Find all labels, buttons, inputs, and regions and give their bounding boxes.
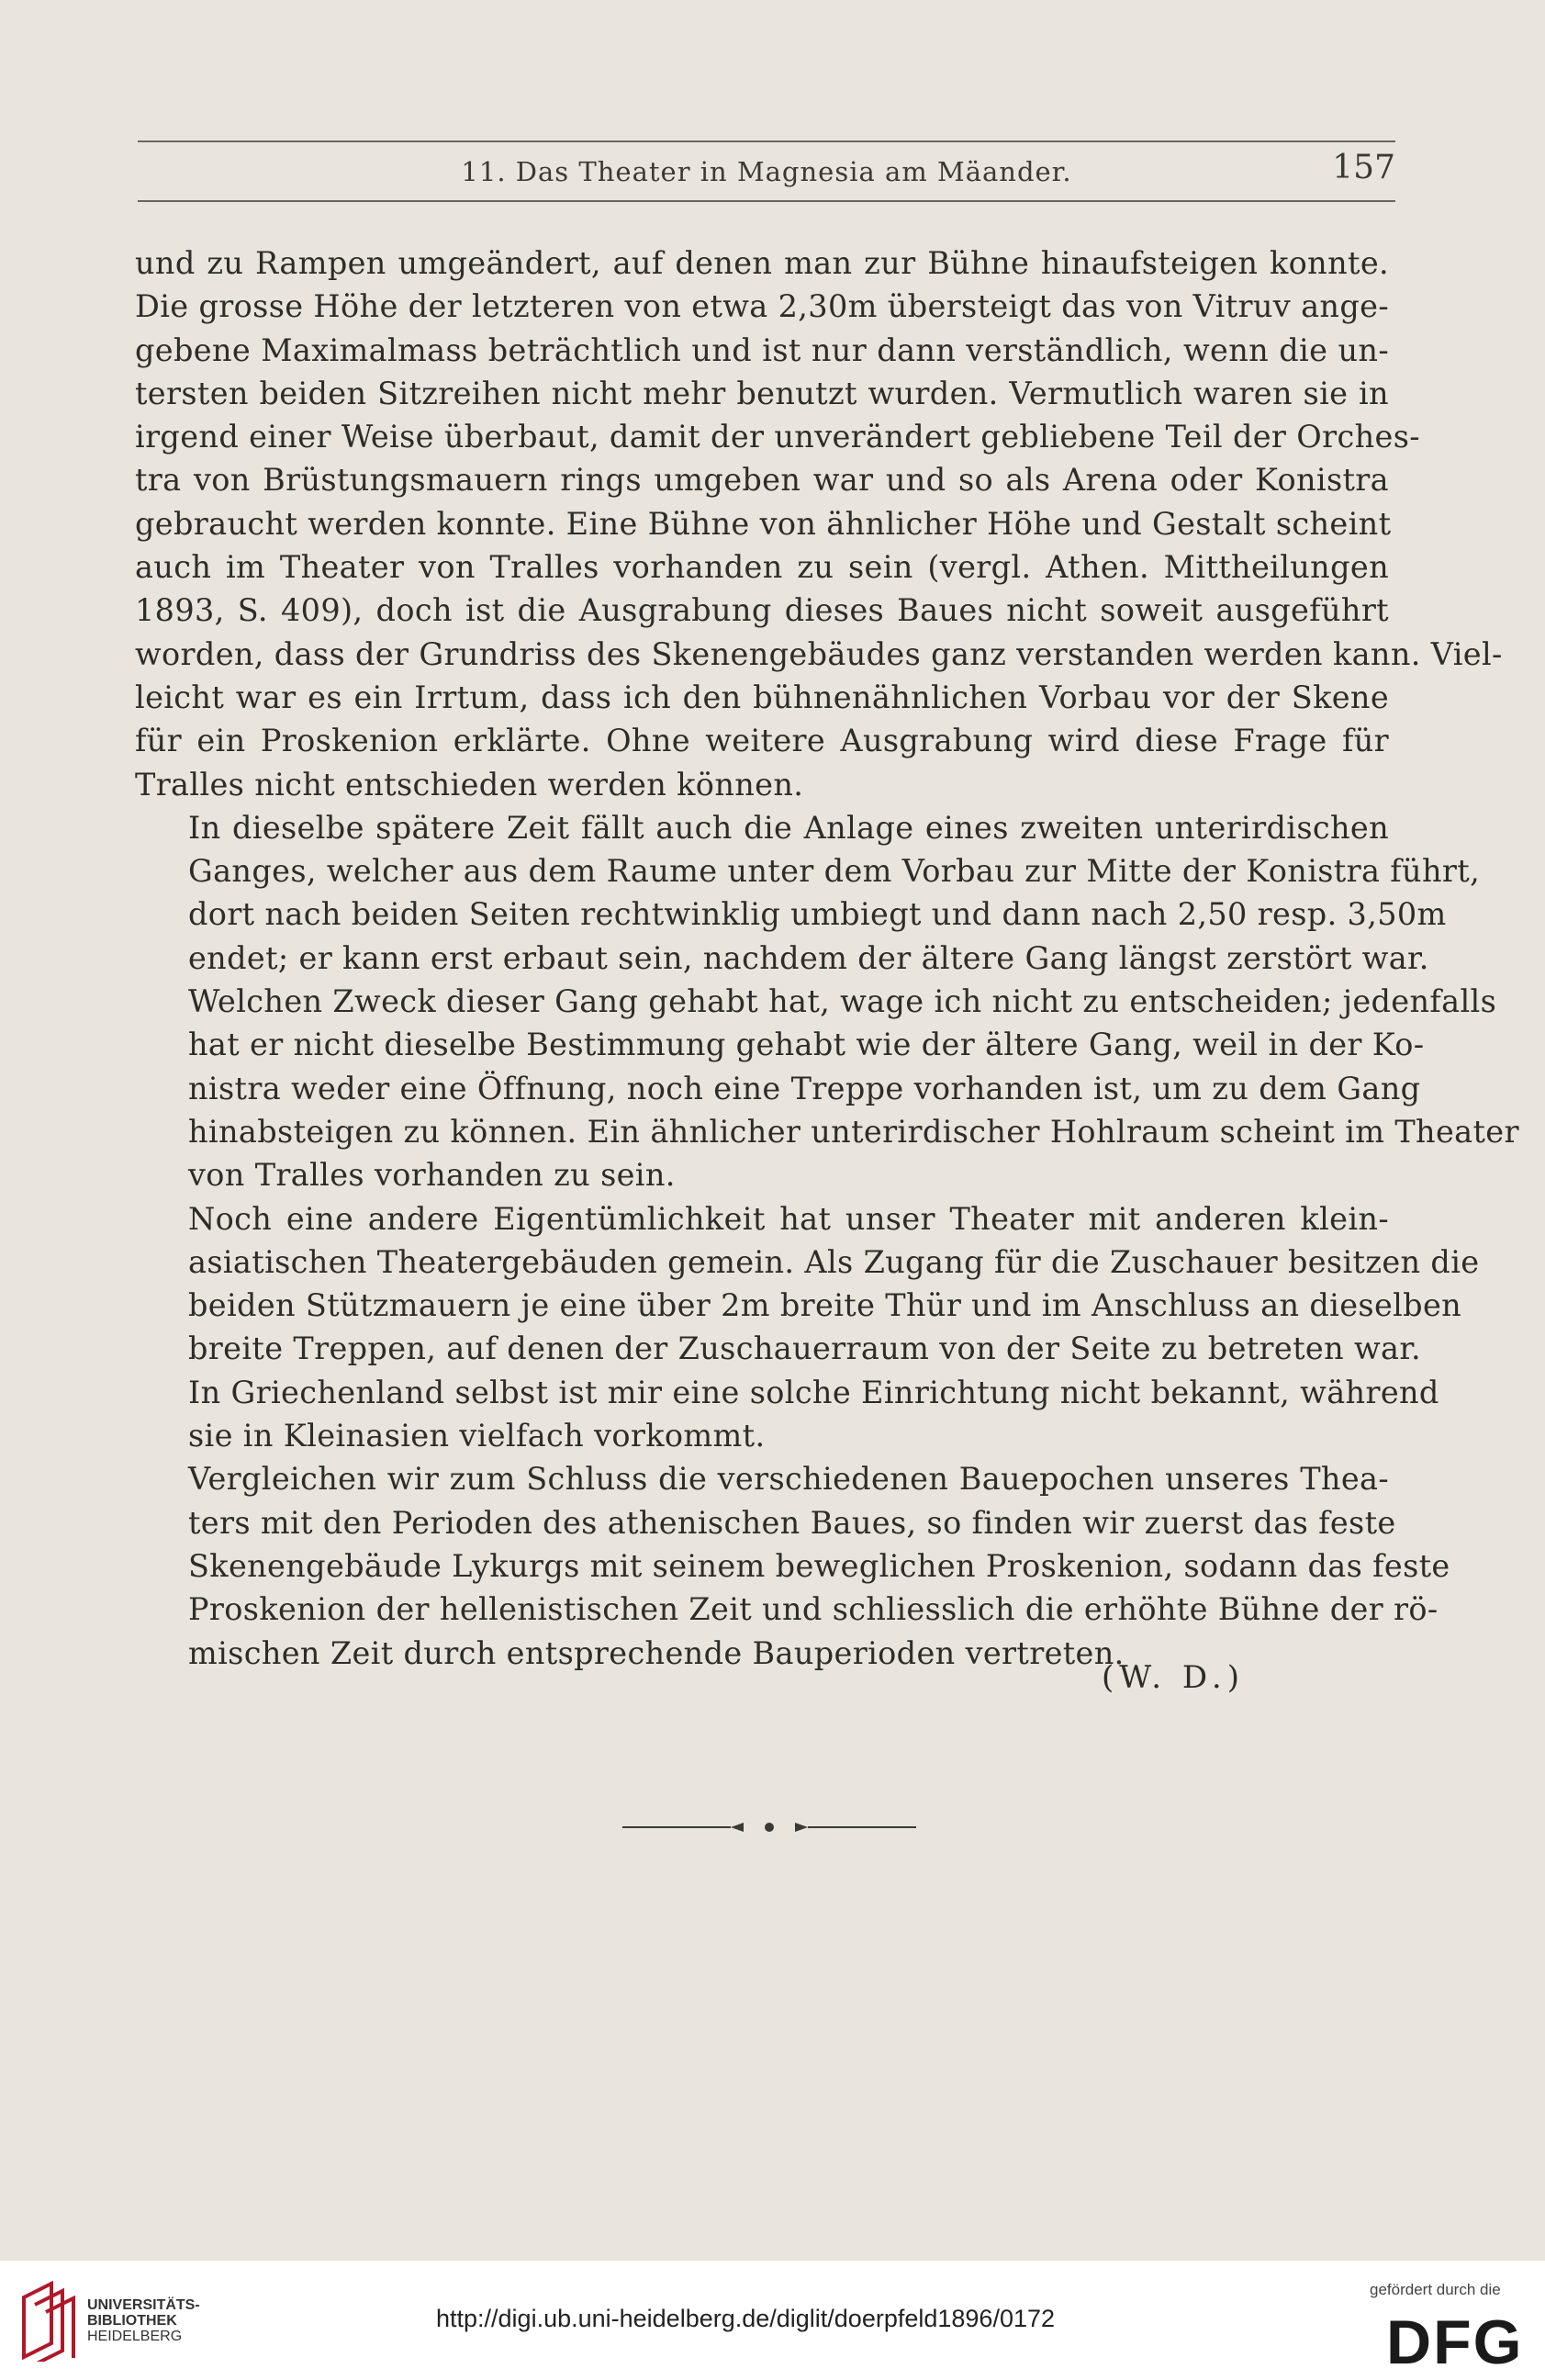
- text-line: auch im Theater von Tralles vorhanden zu sein (vergl. Athen. Mittheilungen: [135, 549, 1389, 586]
- text-line: In Griechenland selbst ist mir eine solche Einrichtung nicht bekannt, während: [188, 1374, 1439, 1410]
- text-line: und zu Rampen umgeändert, auf denen man zur Bühne hinaufsteigen konnte.: [135, 245, 1389, 281]
- text-line: von Tralles vorhanden zu sein.: [188, 1157, 676, 1194]
- text-line: Ganges, welcher aus dem Raume unter dem Vorbau zur Mitte der Konistra führt,: [188, 853, 1481, 890]
- running-title: 11. Das Theater in Magnesia am Mäander.: [461, 156, 1072, 187]
- digitization-footer: [0, 2261, 1545, 2380]
- text-line: tra von Brüstungsmauern rings umgeben war und so als Arena oder Konistra: [135, 462, 1389, 499]
- text-line: 1893, S. 409), doch ist die Ausgrabung dieses Baues nicht soweit ausgeführt: [135, 592, 1389, 629]
- paragraph: [135, 1197, 1480, 1458]
- signature: (W. D.): [1102, 1659, 1246, 1696]
- text-line: worden, dass der Grundriss des Skenengebäudes ganz verstanden werden kann. Viel-: [135, 635, 1503, 672]
- text-line: Vergleichen wir zum Schluss die verschiedenen Bauepochen unseres Thea-: [188, 1461, 1389, 1498]
- university-library-logo-icon: [15, 2279, 81, 2362]
- paragraph: [135, 1457, 1450, 1674]
- text-line: hinabsteigen zu können. Ein ähnlicher unterirdischer Hohlraum scheint im Theater: [188, 1113, 1519, 1150]
- text-line: leicht war es ein Irrtum, dass ich den bühnenähnlichen Vorbau vor der Skene: [135, 679, 1389, 715]
- text-line: mischen Zeit durch entsprechende Bauperioden vertreten.: [188, 1634, 1125, 1671]
- body-text: [135, 241, 1519, 1675]
- page-number: 157: [1332, 149, 1395, 186]
- library-name: [87, 2297, 200, 2344]
- text-line: beiden Stützmauern je eine über 2m breite Thür und im Anschluss an dieselben: [188, 1287, 1462, 1324]
- text-line: Noch eine andere Eigentümlichkeit hat unser Theater mit anderen klein-: [188, 1200, 1389, 1237]
- text-line: breite Treppen, auf denen der Zuschauerraum von der Seite zu betreten war.: [188, 1330, 1422, 1367]
- text-line: Die grosse Höhe der letzteren von etwa 2,30m übersteigt das von Vitruv ange-: [135, 288, 1389, 325]
- text-line: tersten beiden Sitzreihen nicht mehr benutzt wurden. Vermutlich waren sie in: [135, 375, 1389, 411]
- text-line: Welchen Zweck dieser Gang gehabt hat, wage ich nicht zu entscheiden; jedenfalls: [188, 983, 1497, 1020]
- library-name-line-1: UNIVERSITÄTS-: [87, 2297, 200, 2313]
- text-line: In dieselbe spätere Zeit fällt auch die Anlage eines zweiten unterirdischen: [188, 809, 1389, 846]
- text-line: ters mit den Perioden des athenischen Baues, so finden wir zuerst das feste: [188, 1504, 1396, 1541]
- text-line: gebene Maximalmass beträchtlich und ist nur dann verständlich, wenn die un-: [135, 331, 1389, 368]
- paragraph: [135, 241, 1503, 806]
- text-line: für ein Proskenion erklärte. Ohne weitere Ausgrabung wird diese Frage für: [135, 723, 1389, 759]
- source-url-link[interactable]: http://digi.ub.uni-heidelberg.de/diglit/doerpfeld1896/0172: [436, 2305, 1056, 2332]
- text-line: Proskenion der hellenistischen Zeit und schliesslich die erhöhte Bühne der rö-: [188, 1591, 1439, 1628]
- text-line: Skenengebäude Lykurgs mit seinem beweglichen Proskenion, sodann das feste: [188, 1547, 1450, 1584]
- text-line: sie in Kleinasien vielfach vorkommt.: [188, 1418, 766, 1454]
- paragraph: [135, 806, 1519, 1197]
- text-line: endet; er kann erst erbaut sein, nachdem der ältere Gang längst zerstört war.: [188, 939, 1429, 976]
- dfg-logo: DFG: [1386, 2307, 1524, 2377]
- text-line: Tralles nicht entschieden werden können.: [135, 766, 804, 803]
- library-name-line-2: BIBLIOTHEK: [87, 2313, 177, 2329]
- running-head: [138, 149, 1395, 195]
- text-line: dort nach beiden Seiten rechtwinklig umbiegt und dann nach 2,50 resp. 3,50m: [188, 896, 1447, 933]
- header-rule-bottom: [138, 200, 1395, 202]
- text-line: asiatischen Theatergebäuden gemein. Als Zugang für die Zuschauer besitzen die: [188, 1243, 1480, 1280]
- text-line: gebraucht werden konnte. Eine Bühne von ähnlicher Höhe und Gestalt scheint: [135, 505, 1392, 542]
- header-rule-top: [138, 140, 1395, 142]
- library-name-line-3: HEIDELBERG: [87, 2329, 183, 2344]
- section-end-ornament: [622, 1818, 916, 1836]
- text-line: nistra weder eine Öffnung, noch eine Treppe vorhanden ist, um zu dem Gang: [188, 1070, 1421, 1106]
- text-line: hat er nicht dieselbe Bestimmung gehabt wie der ältere Gang, weil in der Ko-: [188, 1027, 1425, 1063]
- funded-by-label: gefördert durch die: [1370, 2281, 1501, 2298]
- text-line: irgend einer Weise überbaut, damit der unverändert gebliebene Teil der Orches-: [135, 419, 1420, 455]
